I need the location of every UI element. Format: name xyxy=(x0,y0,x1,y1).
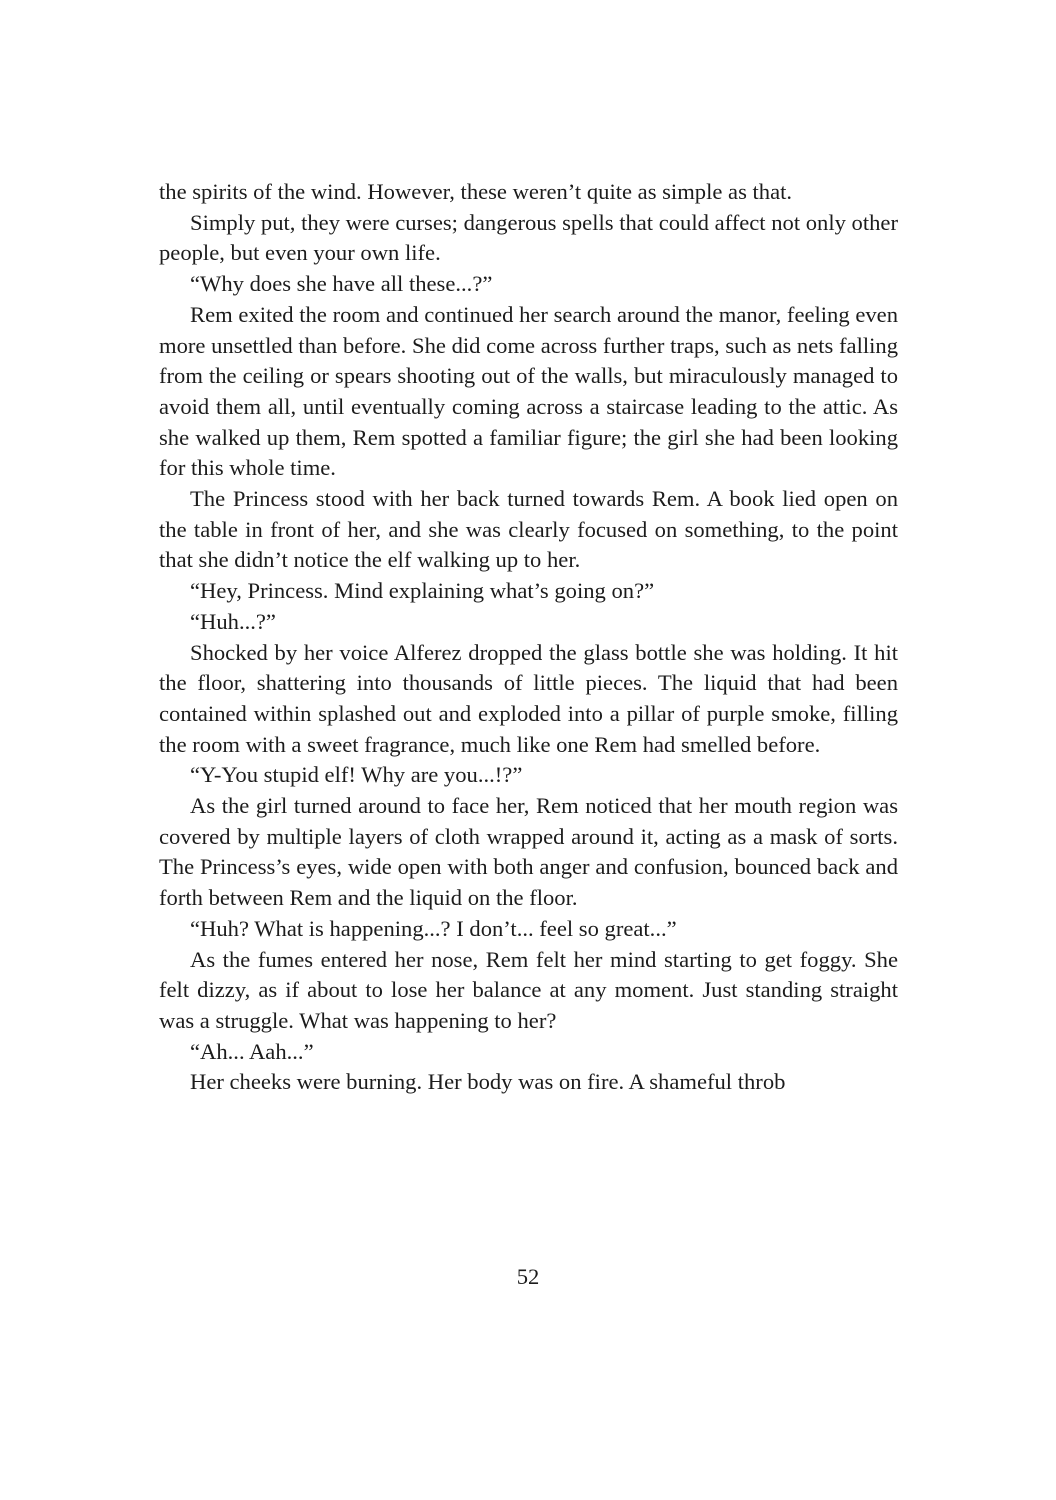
paragraph: The Princess stood with her back turned towards Rem. A book lied open on the table in front of her, and she was clearly focused on something, to the point that she didn’t notice the elf walking up to her. xyxy=(159,486,898,573)
paragraph: Rem exited the room and continued her search around the manor, feeling even more unsettled than before. She did come across further traps, such as nets falling from the ceiling or spears shooting out of the walls, but miraculously managed to avoid them all, until eventually coming across a staircase leading to the attic. As she walked up them, Rem spotted a familiar figure; the girl she had been looking for this whole time. xyxy=(159,301,898,481)
body-text xyxy=(159,177,898,1098)
dialogue-paragraph: “Huh? What is happening...? I don’t... feel so great...” xyxy=(190,915,677,941)
paragraph-continuation: the spirits of the wind. However, these weren’t quite as simple as that. xyxy=(159,179,793,204)
paragraph-final: Her cheeks were burning. Her body was on fire. A shameful throb xyxy=(190,1069,786,1095)
dialogue-paragraph: “Huh...?” xyxy=(190,608,276,634)
page-number: 52 xyxy=(516,1264,540,1289)
dialogue-paragraph: “Ah... Aah...” xyxy=(190,1038,314,1064)
paragraph: Shocked by her voice Alferez dropped the glass bottle she was holding. It hit the floor, shattering into thousands of little pieces. The liquid that had been contained within splashed out and exploded into a pillar of purple smoke, filling the room with a sweet fragrance, much like one Rem had smelled before. xyxy=(159,639,898,757)
paragraph: As the fumes entered her nose, Rem felt her mind starting to get foggy. She felt dizzy, as if about to lose her balance at any moment. Just standing straight was a struggle. What was happening to her? xyxy=(159,946,898,1033)
dialogue-paragraph: “Hey, Princess. Mind explaining what’s going on?” xyxy=(190,578,655,604)
dialogue-paragraph: “Why does she have all these...?” xyxy=(190,271,493,297)
paragraph: As the girl turned around to face her, Rem noticed that her mouth region was covered by multiple layers of cloth wrapped around it, acting as a mask of sorts. The Princess’s eyes, wide open with both anger and confusion, bounced back and forth between Rem and the liquid on the floor. xyxy=(159,793,898,911)
dialogue-paragraph: “Y-You stupid elf! Why are you...!?” xyxy=(190,762,523,788)
paragraph: Simply put, they were curses; dangerous spells that could affect not only other people, but even your own life. xyxy=(159,209,898,266)
